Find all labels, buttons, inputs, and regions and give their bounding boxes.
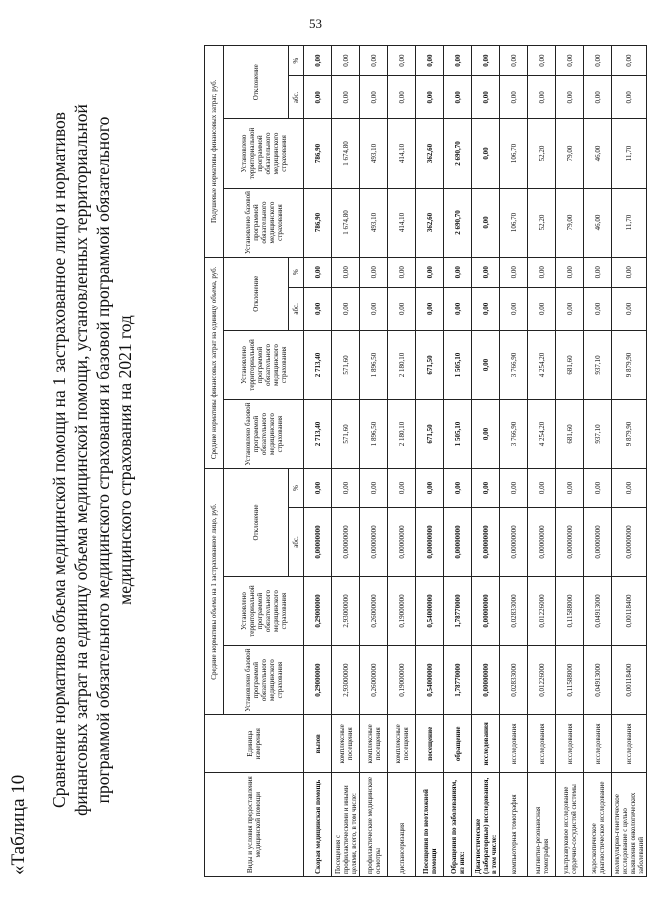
cell-value: 0,00000000 bbox=[472, 577, 500, 646]
row-name: эндоскопическое диагностическое исследование bbox=[584, 773, 612, 877]
header-unit: Единица измерения bbox=[205, 715, 304, 773]
cell-value: 0,00 bbox=[528, 257, 556, 287]
cell-value: 0,00 bbox=[584, 76, 612, 119]
header-base-1: Установлено базовой программой обязательного медицинского страхования bbox=[224, 646, 304, 715]
cell-value: 0,00 bbox=[500, 257, 528, 287]
cell-value: 0,11588000 bbox=[556, 646, 584, 715]
table-row bbox=[416, 46, 444, 877]
table-body bbox=[304, 46, 647, 877]
cell-value: 0,00 bbox=[332, 257, 360, 287]
cell-value: 0,00 bbox=[332, 76, 360, 119]
cell-value: 0,00 bbox=[388, 46, 416, 76]
table-caption: «Таблица 10 bbox=[8, 774, 29, 875]
cell-value: 46,00 bbox=[584, 188, 612, 257]
cell-value: 0,00000000 bbox=[304, 507, 332, 576]
cell-value: 0,00 bbox=[472, 257, 500, 287]
cell-value: 0,00 bbox=[444, 46, 472, 76]
row-name: Посещения с профилактическими и иными целями, всего, в том числе: bbox=[332, 773, 360, 877]
cell-value: 0,00 bbox=[500, 469, 528, 508]
cell-value: 0,02833000 bbox=[500, 646, 528, 715]
row-name: профилактические медицинские осмотры bbox=[360, 773, 388, 877]
header-territorial-3: Установлено территориальной программой обязательного медицинского страхования bbox=[224, 119, 304, 188]
cell-value: 11,70 bbox=[612, 119, 647, 188]
cell-value: 3 766,90 bbox=[500, 330, 528, 399]
cell-value: 9 879,90 bbox=[612, 330, 647, 399]
row-unit: исследования bbox=[500, 715, 528, 773]
cell-value: 786,90 bbox=[304, 188, 332, 257]
cell-value: 0,00 bbox=[472, 330, 500, 399]
table-title: Сравнение нормативов объема медицинской помощи на 1 застрахованное лицо и нормативов финансовых затрат на единицу объема медицинской помощи, установленных территориальной программой обязательного медицинского страхования и базовой программой обязательного медицинского страхования на 2021 год bbox=[49, 104, 135, 816]
cell-value: 0,00000000 bbox=[528, 507, 556, 576]
cell-value: 0,04913000 bbox=[584, 646, 612, 715]
cell-value: 0,29000000 bbox=[304, 646, 332, 715]
cell-value: 2,93000000 bbox=[332, 646, 360, 715]
cell-value: 0,00 bbox=[612, 76, 647, 119]
cell-value: 493,10 bbox=[360, 188, 388, 257]
cell-value: 0,00 bbox=[584, 287, 612, 330]
cell-value: 0,00000000 bbox=[472, 507, 500, 576]
header-pct-3: % bbox=[289, 46, 304, 76]
row-name: диспансеризация bbox=[388, 773, 416, 877]
header-abs-2: абс. bbox=[289, 287, 304, 330]
row-unit: комплексные посещения bbox=[332, 715, 360, 773]
cell-value: 0,00118400 bbox=[612, 646, 647, 715]
cell-value: 0,00 bbox=[444, 76, 472, 119]
cell-value: 0,00 bbox=[472, 287, 500, 330]
row-unit: исследования bbox=[472, 715, 500, 773]
cell-value: 0,00 bbox=[612, 257, 647, 287]
table-row bbox=[500, 46, 528, 877]
row-unit: вызов bbox=[304, 715, 332, 773]
cell-value: 2 180,10 bbox=[388, 400, 416, 469]
cell-value: 0,00 bbox=[472, 119, 500, 188]
cell-value: 493,10 bbox=[360, 119, 388, 188]
header-base-2: Установлено базовой программой обязательного медицинского страхования bbox=[224, 400, 304, 469]
cell-value: 571,60 bbox=[332, 400, 360, 469]
cell-value: 2,93000000 bbox=[332, 577, 360, 646]
cell-value: 0,00 bbox=[416, 287, 444, 330]
cell-value: 0,00 bbox=[500, 287, 528, 330]
cell-value: 414,10 bbox=[388, 119, 416, 188]
cell-value: 0,00118400 bbox=[612, 577, 647, 646]
row-name: Посещения по неотложной помощи bbox=[416, 773, 444, 877]
cell-value: 0,04913000 bbox=[584, 577, 612, 646]
cell-value: 0,00 bbox=[444, 257, 472, 287]
cell-value: 1 674,80 bbox=[332, 188, 360, 257]
cell-value: 46,00 bbox=[584, 119, 612, 188]
cell-value: 0,00 bbox=[304, 287, 332, 330]
cell-value: 0,00000000 bbox=[444, 507, 472, 576]
cell-value: 2 690,70 bbox=[444, 119, 472, 188]
cell-value: 671,50 bbox=[416, 330, 444, 399]
cell-value: 0,00 bbox=[444, 469, 472, 508]
row-name: ультразвуковое исследование сердечно-сосудистой системы bbox=[556, 773, 584, 877]
cell-value: 0,01226000 bbox=[528, 646, 556, 715]
cell-value: 0,00000000 bbox=[612, 507, 647, 576]
table-row bbox=[332, 46, 360, 877]
cell-value: 0,26000000 bbox=[360, 577, 388, 646]
table-row bbox=[472, 46, 500, 877]
table-row bbox=[612, 46, 647, 877]
cell-value: 11,70 bbox=[612, 188, 647, 257]
cell-value: 2 713,40 bbox=[304, 400, 332, 469]
cell-value: 0,00 bbox=[584, 469, 612, 508]
cell-value: 681,60 bbox=[556, 330, 584, 399]
table-row bbox=[528, 46, 556, 877]
cell-value: 937,10 bbox=[584, 330, 612, 399]
cell-value: 4 254,20 bbox=[528, 330, 556, 399]
cell-value: 2 180,10 bbox=[388, 330, 416, 399]
cell-value: 0,00 bbox=[528, 76, 556, 119]
cell-value: 0,00 bbox=[556, 287, 584, 330]
cell-value: 0,00 bbox=[416, 46, 444, 76]
row-unit: комплексные посещения bbox=[388, 715, 416, 773]
cell-value: 0,00 bbox=[332, 287, 360, 330]
cell-value: 0,00 bbox=[444, 287, 472, 330]
cell-value: 2 713,40 bbox=[304, 330, 332, 399]
cell-value: 9 879,90 bbox=[612, 400, 647, 469]
header-pct-1: % bbox=[289, 469, 304, 508]
cell-value: 0,00 bbox=[360, 469, 388, 508]
cell-value: 0,00000000 bbox=[500, 507, 528, 576]
cell-value: 1 505,10 bbox=[444, 330, 472, 399]
header-deviation-3: Отклонение bbox=[224, 46, 289, 119]
cell-value: 0,00 bbox=[360, 287, 388, 330]
cell-value: 786,90 bbox=[304, 119, 332, 188]
cell-value: 0,00 bbox=[416, 257, 444, 287]
cell-value: 0,00 bbox=[584, 257, 612, 287]
row-name: Обращения по заболеваниям, из них: bbox=[444, 773, 472, 877]
cell-value: 0,00 bbox=[388, 76, 416, 119]
header-abs-3: абс. bbox=[289, 76, 304, 119]
header-pct-2: % bbox=[289, 257, 304, 287]
cell-value: 0,00 bbox=[472, 469, 500, 508]
cell-value: 0,54000000 bbox=[416, 577, 444, 646]
cell-value: 681,60 bbox=[556, 400, 584, 469]
row-name: магнитно-резонансная томография bbox=[528, 773, 556, 877]
cell-value: 0,00 bbox=[528, 469, 556, 508]
cell-value: 0,19000000 bbox=[388, 646, 416, 715]
cell-value: 0,00 bbox=[332, 469, 360, 508]
cell-value: 0,00 bbox=[472, 188, 500, 257]
cell-value: 0,01226000 bbox=[528, 577, 556, 646]
row-name: Скорая медицинская помощь bbox=[304, 773, 332, 877]
cell-value: 0,00 bbox=[360, 76, 388, 119]
cell-value: 106,70 bbox=[500, 119, 528, 188]
cell-value: 3 766,90 bbox=[500, 400, 528, 469]
cell-value: 937,10 bbox=[584, 400, 612, 469]
rotated-page bbox=[8, 35, 645, 895]
header-territorial-1: Установлено территориальной программой обязательного медицинского страхования bbox=[224, 577, 304, 646]
cell-value: 0,00 bbox=[472, 400, 500, 469]
comparison-table bbox=[204, 45, 647, 877]
row-unit: исследования bbox=[528, 715, 556, 773]
cell-value: 79,00 bbox=[556, 188, 584, 257]
table-row bbox=[304, 46, 332, 877]
header-territorial-2: Установлено территориальной программой обязательного медицинского страхования bbox=[224, 330, 304, 399]
cell-value: 1,78770000 bbox=[444, 646, 472, 715]
cell-value: 0,00 bbox=[528, 287, 556, 330]
row-name: молекулярно-генетическое исследование с целью выявления онкологических заболеваний bbox=[612, 773, 647, 877]
cell-value: 0,00 bbox=[332, 46, 360, 76]
cell-value: 0,00000000 bbox=[556, 507, 584, 576]
table-row bbox=[584, 46, 612, 877]
cell-value: 0,00 bbox=[500, 46, 528, 76]
cell-value: 0,00 bbox=[416, 469, 444, 508]
table-row bbox=[444, 46, 472, 877]
header-deviation-2: Отклонение bbox=[224, 257, 289, 330]
row-unit: комплексные посещения bbox=[360, 715, 388, 773]
cell-value: 0,00 bbox=[500, 76, 528, 119]
cell-value: 0,00 bbox=[304, 257, 332, 287]
cell-value: 0,00 bbox=[360, 257, 388, 287]
cell-value: 106,70 bbox=[500, 188, 528, 257]
cell-value: 0,00000000 bbox=[360, 507, 388, 576]
row-name: компьютерная томография bbox=[500, 773, 528, 877]
cell-value: 0,00 bbox=[584, 46, 612, 76]
row-unit: исследования bbox=[584, 715, 612, 773]
header-deviation-1: Отклонение bbox=[224, 469, 289, 577]
row-unit: посещение bbox=[416, 715, 444, 773]
cell-value: 0,00 bbox=[360, 46, 388, 76]
cell-value: 52,20 bbox=[528, 119, 556, 188]
cell-value: 0,00000000 bbox=[472, 646, 500, 715]
cell-value: 362,60 bbox=[416, 188, 444, 257]
cell-value: 0,00 bbox=[556, 76, 584, 119]
header-type: Виды и условия предоставления медицинской помощи bbox=[205, 773, 304, 877]
cell-value: 0,00 bbox=[472, 76, 500, 119]
cell-value: 0,00 bbox=[612, 287, 647, 330]
cell-value: 0,54000000 bbox=[416, 646, 444, 715]
page-number: 53 bbox=[309, 16, 322, 31]
table-row bbox=[388, 46, 416, 877]
cell-value: 0,00000000 bbox=[332, 507, 360, 576]
cell-value: 0,00 bbox=[612, 46, 647, 76]
cell-value: 0,02833000 bbox=[500, 577, 528, 646]
cell-value: 2 690,70 bbox=[444, 188, 472, 257]
table-row bbox=[556, 46, 584, 877]
cell-value: 0,19000000 bbox=[388, 577, 416, 646]
cell-value: 671,50 bbox=[416, 400, 444, 469]
cell-value: 0,00000000 bbox=[416, 507, 444, 576]
cell-value: 0,00 bbox=[388, 287, 416, 330]
cell-value: 52,20 bbox=[528, 188, 556, 257]
cell-value: 0,00000000 bbox=[388, 507, 416, 576]
cell-value: 0,11588000 bbox=[556, 577, 584, 646]
cell-value: 0,00 bbox=[556, 469, 584, 508]
cell-value: 414,10 bbox=[388, 188, 416, 257]
cell-value: 0,00 bbox=[388, 469, 416, 508]
cell-value: 0,00 bbox=[528, 46, 556, 76]
cell-value: 0,00 bbox=[472, 46, 500, 76]
cell-value: 0,00 bbox=[612, 469, 647, 508]
cell-value: 4 254,20 bbox=[528, 400, 556, 469]
cell-value: 1 896,50 bbox=[360, 330, 388, 399]
cell-value: 0,00 bbox=[556, 257, 584, 287]
row-unit: исследования bbox=[556, 715, 584, 773]
cell-value: 0,00 bbox=[388, 257, 416, 287]
row-unit: обращение bbox=[444, 715, 472, 773]
cell-value: 1 674,80 bbox=[332, 119, 360, 188]
cell-value: 0,00000000 bbox=[584, 507, 612, 576]
cell-value: 0,00 bbox=[416, 76, 444, 119]
header-cost-group: Средние нормативы финансовых затрат на единицу объема, руб. bbox=[205, 257, 224, 469]
cell-value: 0,26000000 bbox=[360, 646, 388, 715]
header-volume-group: Средние нормативы объема на 1 застрахованное лицо, руб. bbox=[205, 469, 224, 715]
cell-value: 0,29000000 bbox=[304, 577, 332, 646]
cell-value: 571,60 bbox=[332, 330, 360, 399]
cell-value: 1 505,10 bbox=[444, 400, 472, 469]
header-percapita-group: Подушевые нормативы финансовых затрат, руб. bbox=[205, 46, 224, 258]
row-name: Диагностические (лабораторные) исследования, в том числе: bbox=[472, 773, 500, 877]
cell-value: 0,00 bbox=[304, 469, 332, 508]
cell-value: 0,00 bbox=[304, 76, 332, 119]
table-row bbox=[360, 46, 388, 877]
header-base-3: Установлено базовой программой обязательного медицинского страхования bbox=[224, 188, 304, 257]
cell-value: 1 896,50 bbox=[360, 400, 388, 469]
cell-value: 0,00 bbox=[556, 46, 584, 76]
cell-value: 79,00 bbox=[556, 119, 584, 188]
cell-value: 0,00 bbox=[304, 46, 332, 76]
row-unit: исследования bbox=[612, 715, 647, 773]
cell-value: 1,78770000 bbox=[444, 577, 472, 646]
cell-value: 362,60 bbox=[416, 119, 444, 188]
header-abs-1: абс. bbox=[289, 507, 304, 576]
